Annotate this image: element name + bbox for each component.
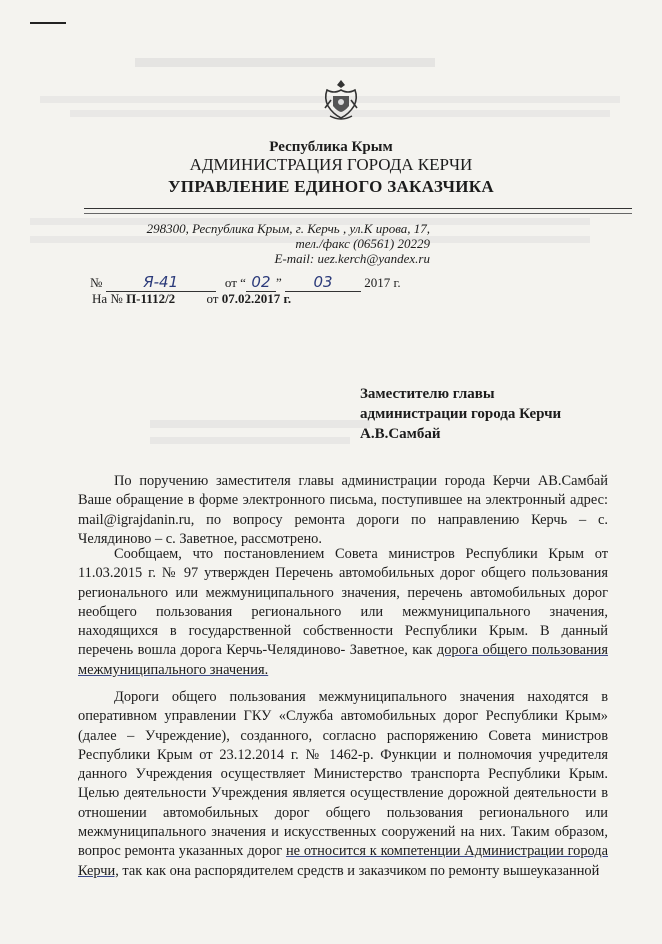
reference-row (92, 291, 291, 307)
addressee-line-3: А.В.Самбай (360, 426, 441, 442)
paragraph-2 (78, 545, 608, 680)
paragraph-3-tail: так как она распорядителем средств и заказчиком по ремонту вышеуказанной (118, 862, 600, 879)
header-republic: Республика Крым (269, 139, 393, 155)
paragraph-3-underlined: не относится к компетенции Администрации города Керчи, (78, 843, 609, 879)
header-department: УПРАВЛЕНИЕ ЕДИНОГО ЗАКАЗЧИКА (168, 177, 494, 196)
reference-date: 07.02.2017 г. (221, 291, 292, 306)
handwritten-number: Я-41 (106, 273, 216, 292)
bleed-through-mark (135, 58, 435, 67)
email-line: E-mail: uez.kerch@yandex.ru (274, 251, 430, 266)
address-line: 298300, Республика Крым, г. Керчь , ул.К ирова, 17, (146, 221, 430, 236)
addressee-line-1: Заместителю главы (360, 386, 495, 402)
bleed-through-mark (150, 420, 370, 428)
bleed-through-mark (150, 437, 350, 444)
handwritten-day: 02 (246, 273, 276, 292)
paragraph-3 (78, 688, 608, 881)
paragraph-1: По поручению заместителя главы администрации города Керчи АВ.Самбай Ваше обращение в форме электронного письма, поступившее на электронный адрес: mail@igrajdanin.ru, по вопросу ремонта дороги по направлению Керчь – с. Челядиново – с. Заветное, рассмотрено. (78, 473, 608, 547)
header-administration: АДМИНИСТРАЦИЯ ГОРОДА КЕРЧИ (189, 155, 473, 174)
year-text: 2017 г. (364, 275, 401, 290)
addressee-line-2: администрации города Керчи (360, 406, 562, 422)
header-divider-thin (84, 213, 632, 214)
paragraph-3-text: Дороги общего пользования межмуниципального значения находятся в оперативном управлении ГКУ «Служба автомобильных дорог Республики Крым» (далее – Учреждение), созданного, согласно распоряжению Совета министров Республики Крым от 23.12.2014 г. № 1462-р. Функции и полномочия учредителя данного Учреждения осуществляет Министерство транспорта Республики Крым. Целью деятельности Учреждения является осуществление дорожной деятельности в отношении автомобильных дорог общего пользования регионального или межмуниципального значения и искусственных сооружений на них. Таким образом, вопрос ремонта указанных дорог (78, 689, 608, 860)
coat-of-arms-icon (322, 78, 360, 122)
phone-fax-line: тел./факс (06561) 20229 (295, 236, 430, 251)
reference-date-label: от (206, 291, 219, 306)
reference-number: П-1112/2 (126, 291, 176, 306)
handwritten-month: 03 (285, 273, 361, 292)
reference-label: На № (92, 291, 123, 306)
addressee-block (360, 384, 561, 444)
paragraph-2-text: Сообщаем, что постановлением Совета министров Республики Крым от 11.03.2015 г. № 97 утвержден Перечень автомобильных дорог общего пользования регионального или межмуниципального значения, перечень автомобильных дорог необщего пользования регионального или межмуниципального значения, находящихся в государственной собственности Республики Крым. В данный перечень вошла дорога Керчь-Челядиново- Заветное, как (78, 546, 608, 659)
date-label: от (224, 275, 237, 290)
paragraph-2-underlined: дорога общего пользования межмуниципального значения. (78, 642, 608, 678)
outgoing-number-row: № Я-41 от “ 02 ” 03 2017 г. (90, 273, 401, 291)
number-label: № (90, 275, 103, 290)
header-divider (84, 208, 632, 209)
corner-pen-mark (30, 22, 66, 24)
